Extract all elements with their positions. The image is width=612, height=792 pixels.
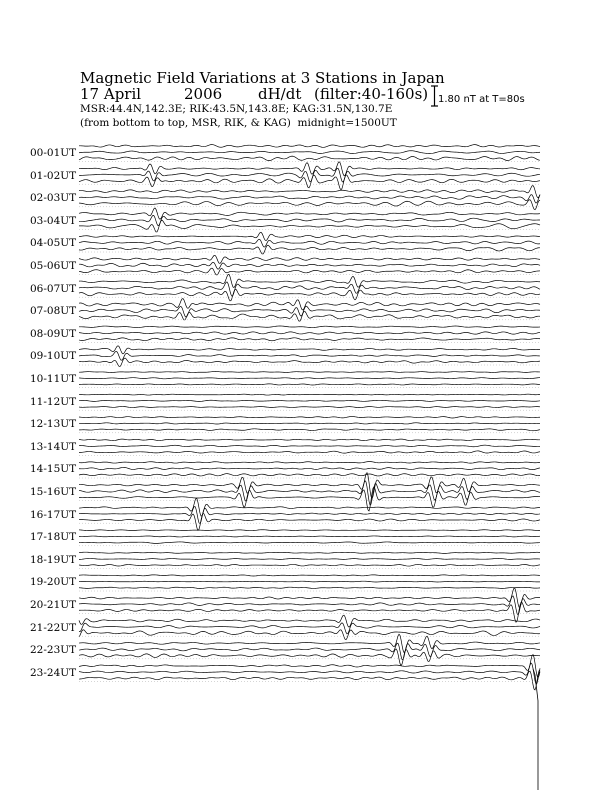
hour-label: 19-20UT [30,576,77,589]
date-day-month: 17 April [80,85,142,103]
hour-label: 20-21UT [30,599,77,611]
trace-line [79,289,540,301]
hour-label: 02-03UT [30,192,77,205]
trace-line [79,400,540,401]
trace-line [79,282,540,296]
trace-line [79,262,540,269]
trace-line [79,351,540,360]
trace-line [79,643,540,659]
trace-line [79,378,540,379]
trace-line [79,473,540,499]
hour-label: 14-15UT [30,463,77,476]
trace-line [79,615,540,627]
trace-line [79,384,540,385]
trace-line [79,332,540,334]
trace-line [79,255,540,263]
trace-line [79,655,540,678]
trace-line [79,268,540,275]
trace-line [79,602,540,622]
trace-line [79,467,540,469]
trace-line [79,423,540,424]
hour-label: 03-04UT [30,214,77,227]
trace-line [79,168,540,182]
date-year: 2006 [184,85,223,103]
hour-label: 05-06UT [30,260,77,272]
trace-line [79,215,540,225]
trace-line [79,623,540,634]
trace-line [79,564,540,566]
trace-line [79,630,540,640]
trace-line [79,445,540,447]
trace-line [79,358,540,366]
trace-line [79,462,540,464]
trace-line [79,575,540,576]
hour-label: 23-24UT [30,666,77,679]
hour-label: 08-09UT [30,327,77,340]
hour-label: 09-10UT [30,350,77,363]
trace-line [79,275,540,288]
hour-label: 10-11UT [30,373,77,385]
trace-line [79,581,540,582]
trace-line [79,481,540,505]
trace-line [79,200,540,210]
trace-line [79,451,540,453]
trace-line [79,372,540,373]
filter-label: (filter:40-160s) [314,85,429,103]
trace-line [79,156,540,161]
trace-line [79,208,540,219]
trace-line [79,145,540,148]
trace-line [79,439,540,441]
hour-label: 17-18UT [30,531,77,544]
trace-line [79,587,540,588]
midnight-note: midnight=1500UT [297,117,397,129]
scale-label: 1.80 nT at T=80s [438,94,525,105]
trace-line [79,429,540,431]
trace-line [79,394,540,395]
hour-label: 07-08UT [30,305,77,318]
trace-line [79,417,540,418]
trace-line [79,245,540,254]
trace-line [79,232,540,240]
trace-line [79,346,540,354]
trace-line [79,542,540,543]
hour-label: 21-22UT [30,621,77,634]
hour-label: 11-12UT [30,395,77,408]
hour-label: 12-13UT [30,418,77,431]
trace-line [79,299,540,310]
trace-line [79,558,540,559]
chart-title: Magnetic Field Variations at 3 Stations in Japan [80,69,445,87]
hour-label: 06-07UT [30,282,77,295]
trace-line [79,474,540,476]
trace-line [79,306,540,317]
station-coordinates: MSR:44.4N,142.3E; RIK:43.5N,143.8E; KAG:31.5N,130.7E [80,103,393,115]
hour-label: 04-05UT [30,237,77,250]
hour-label: 00-01UT [30,147,77,159]
trace-line [79,162,540,176]
trace-line [79,175,540,190]
trace-line [79,239,540,247]
trace-line [79,406,540,407]
hour-label: 13-14UT [30,440,77,453]
trace-line [79,670,540,690]
trace-line [79,513,540,530]
trace-line [79,151,540,154]
trace-line [79,649,540,666]
trace-line [79,552,540,553]
hour-label: 01-02UT [30,169,77,182]
trace-line [79,195,540,203]
trace-line [79,326,540,328]
trace-line [79,530,540,531]
trace-line [79,536,540,537]
trace-line [79,507,540,524]
trace-line [79,338,540,341]
quantity-label: dH/dt [258,85,302,103]
hour-label: 16-17UT [30,508,77,521]
hour-label: 18-19UT [30,553,77,566]
order-note-text: (from bottom to top, MSR, RIK, & KAG) [80,117,291,129]
hour-label: 22-23UT [30,644,77,657]
hour-label: 15-16UT [30,486,77,498]
